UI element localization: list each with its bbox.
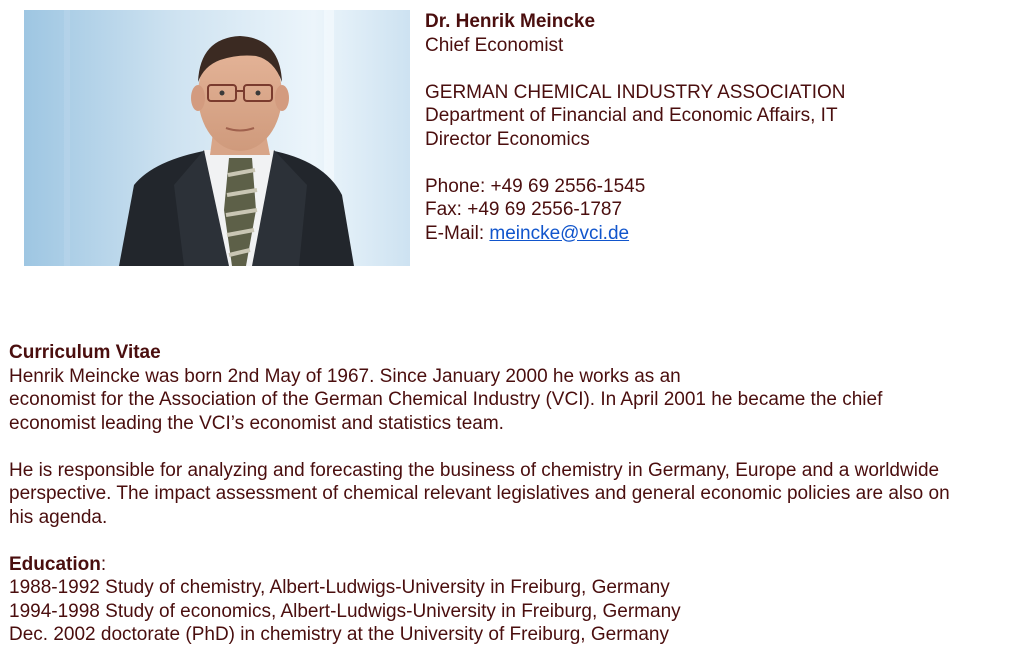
person-position: Chief Economist <box>425 34 564 56</box>
role-title: Director Economics <box>425 128 590 150</box>
person-name: Dr. Henrik Meincke <box>425 11 596 32</box>
cv-heading: Curriculum Vitae <box>9 342 161 363</box>
organization-name: GERMAN CHEMICAL INDUSTRY ASSOCIATION <box>425 81 846 103</box>
cv-paragraph-2-line: He is responsible for analyzing and forecasting the business of chemistry in Germany, Europe and a worldwide <box>9 459 940 481</box>
email-row <box>425 222 1015 246</box>
department-name: Department of Financial and Economic Affairs, IT <box>425 105 838 126</box>
contact-block <box>425 10 1015 245</box>
education-colon: : <box>100 553 107 575</box>
education-item: 1988-1992 Study of chemistry, Albert-Ludwigs-University in Freiburg, Germany <box>9 577 670 598</box>
education-item: 1994-1998 Study of economics, Albert-Ludwigs-University in Freiburg, Germany <box>9 600 681 622</box>
education-heading-row <box>9 553 1014 577</box>
phone-number: Phone: +49 69 2556-1545 <box>425 175 646 197</box>
cv-paragraph-2-line: his agenda. <box>9 506 108 528</box>
cv-paragraph-2-line: perspective. The impact assessment of chemical relevant legislatives and general economic policies are also on <box>9 483 950 504</box>
cv-paragraph-1-line: economist for the Association of the German Chemical Industry (VCI). In April 2001 he became the chief <box>9 389 883 410</box>
cv-paragraph-1-line: economist leading the VCI’s economist and statistics team. <box>9 412 504 434</box>
education-heading: Education <box>9 553 101 575</box>
email-label: E-Mail: <box>425 222 490 244</box>
fax-number: Fax: +49 69 2556-1787 <box>425 199 623 220</box>
email-link[interactable]: meincke@vci.de <box>489 222 630 244</box>
education-item: Dec. 2002 doctorate (PhD) in chemistry at the University of Freiburg, Germany <box>9 624 669 645</box>
portrait-photo <box>24 10 410 266</box>
cv-paragraph-1-line: Henrik Meincke was born 2nd May of 1967. Since January 2000 he works as an <box>9 365 681 387</box>
curriculum-vitae <box>9 341 1014 647</box>
